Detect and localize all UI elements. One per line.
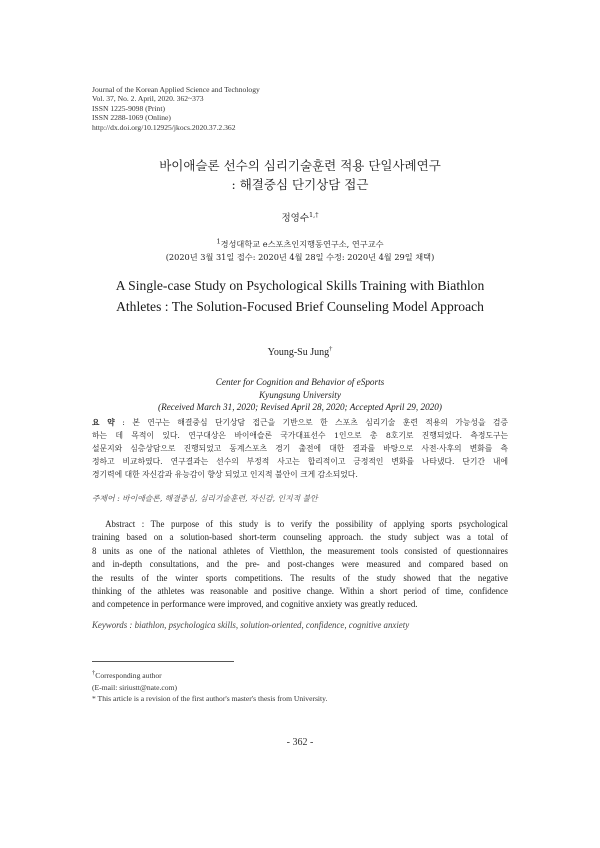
corresponding-author-email: (E-mail: siriustt@nate.com) [92, 682, 178, 692]
english-affiliation [0, 376, 600, 414]
english-abstract-line: : The purpose of this study is to verify the possibility of applying sports psychological [141, 519, 509, 529]
english-abstract-label: Abstract [105, 519, 136, 529]
english-abstract-line: and in-depth consultations, and the pre- and post-changes were measured and compared based on [92, 559, 508, 570]
korean-keywords: 주제어 : 바이애슬론, 해결중심, 심리기술훈련, 자신감, 인지적 불안 [92, 494, 318, 503]
english-abstract [92, 518, 508, 612]
english-abstract-line: 8 units as one of the national athletes of Vietthlon, the measurement tools consisted of questionnaires [92, 545, 508, 556]
footnotes [92, 670, 327, 705]
english-abstract-line: and competence in performance were improved, and cognitive anxiety was greatly reduced. [92, 599, 418, 610]
korean-abstract-line: 경기력에 대한 자신감과 유능감이 향상 되었고 인지적 불안이 크게 감소되었다. [92, 470, 358, 479]
english-author [0, 347, 600, 358]
page-number: - 362 - [286, 737, 314, 748]
journal-name: Journal of the Korean Applied Science and Technology [92, 85, 260, 94]
english-abstract-line: thinking of the athletes was reasonable and positive change. Within a short period of time, confidence [92, 586, 508, 597]
journal-info [92, 85, 260, 132]
korean-abstract-line: 하는 데 목적이 있다. 연구대상은 바이애슬론 국가대표선수 1인으로 총 8호기로 진행되었다. 측정도구는 [92, 431, 508, 440]
korean-title [0, 156, 600, 194]
korean-title-line: 바이애슬론 선수의 심리기술훈련 적용 단일사례연구 [159, 158, 441, 173]
english-keywords: Keywords : biathlon, psychologica skills, solution-oriented, confidence, cognitive anxiety [92, 620, 410, 630]
korean-affiliation [0, 238, 600, 263]
journal-doi[interactable]: http://dx.doi.org/10.12925/jkocs.2020.37.2.362 [92, 122, 236, 132]
journal-issn-print: ISSN 1225-9098 (Print) [92, 103, 165, 113]
corresponding-author-mark: † [92, 669, 96, 677]
korean-affiliation-name: 경성대학교 e스포츠인지행동연구소, 연구교수 [220, 239, 384, 249]
english-title-line: A Single-case Study on Psychological Skills Training with Biathlon [115, 278, 485, 293]
corresponding-author-note: Corresponding author [95, 671, 162, 680]
korean-subtitle-line: : 해결중심 단기상담 접근 [231, 177, 369, 192]
korean-affiliation-mark: 1 [216, 237, 221, 246]
korean-abstract-label: 요 약 [92, 418, 115, 427]
korean-abstract [92, 416, 508, 481]
english-subtitle-line: Athletes : The Solution-Focused Brief Counseling Model Approach [116, 299, 484, 314]
korean-author [0, 210, 600, 224]
english-author-name: Young-Su Jung [267, 347, 330, 358]
footnote-divider [92, 661, 234, 662]
thesis-note: * This article is a revision of the first author's master's thesis from University. [92, 694, 328, 704]
english-abstract-line: the results of the winter sports competitions. The results of the study showed that the negative [92, 572, 508, 583]
english-author-mark: † [329, 345, 333, 353]
english-title [0, 275, 600, 317]
english-abstract-line: training based on a solution-based short-term counseling approach. the study subject was a total of [92, 532, 508, 543]
english-affiliation-university: Kyungsung University [259, 389, 341, 400]
english-received-dates: (Received March 31, 2020; Revised April 28, 2020; Accepted April 29, 2020) [158, 402, 442, 412]
korean-author-marks: 1,† [309, 210, 319, 219]
korean-author-name: 정영수 [281, 213, 310, 224]
journal-issn-online: ISSN 2288-1069 (Online) [92, 113, 171, 123]
journal-volume: Vol. 37, No. 2. April, 2020. 362~373 [92, 94, 204, 104]
korean-abstract-line: : 본 연구는 해결중심 단기상담 접근을 기반으로 한 스포츠 심리기술 훈련 적용의 가능성을 검증 [122, 418, 508, 427]
korean-abstract-line: 정하고 비교하였다. 연구결과는 선수의 부정적 사고는 합리적이고 긍정적인 변화를 나타냈다. 단기간 내에 [92, 457, 508, 466]
korean-abstract-line: 설문지와 심층상담으로 진행되었고 동계스포츠 경기 출전에 대한 결과를 바탕으로 사전·사후의 변화를 측 [92, 444, 508, 453]
korean-received-dates: (2020년 3월 31일 접수: 2020년 4월 28일 수정: 2020년 4월 29일 채택) [165, 251, 435, 262]
english-affiliation-center: Center for Cognition and Behavior of eSports [215, 377, 385, 387]
